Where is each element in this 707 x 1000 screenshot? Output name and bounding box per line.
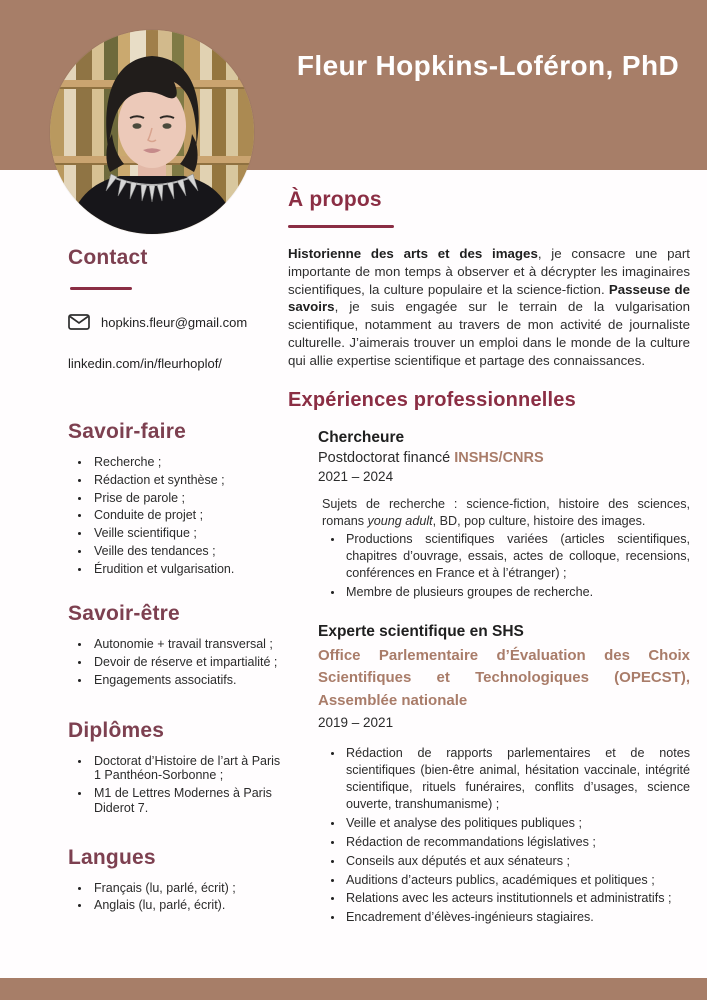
savoir-etre-section	[68, 602, 286, 687]
savoir-etre-heading: Savoir-être	[68, 602, 180, 626]
contact-section	[68, 246, 286, 371]
savoir-faire-section	[68, 420, 286, 576]
experiences-section	[288, 389, 690, 927]
job-subtitle	[318, 450, 690, 466]
job-chercheure	[318, 429, 690, 601]
list-item: • Productions scientifiques variées (articles scientifiques, chapitres d’ouvrage, essais, actes de colloque, recensions, conférences en France et à l’étranger) ;	[344, 531, 690, 582]
list-item: • Rédaction de rapports parlementaires et de notes scientifiques (bien-être animal, hésitation vaccinale, intégrité scientifique, rituels funéraires, conflits d’usages, science ouverte, transhumanisme) ;	[344, 745, 690, 813]
linkedin-url[interactable]: linkedin.com/in/fleurhoplof/	[68, 356, 222, 371]
portrait-illustration	[50, 30, 254, 234]
job-experte-shs	[318, 623, 690, 926]
job-summary	[322, 496, 690, 530]
diplomes-heading: Diplômes	[68, 718, 165, 742]
list-item: • Membre de plusieurs groupes de recherche.	[344, 584, 690, 601]
langues-section	[68, 846, 286, 914]
apropos-heading: À propos	[288, 188, 382, 211]
email-icon	[68, 314, 90, 330]
page-title: Fleur Hopkins-Loféron, PhD	[296, 50, 680, 81]
job-subtitle-plain: Postdoctorat financé	[318, 449, 455, 466]
list-item: • Veille scientifique ;	[91, 526, 286, 541]
list-item: • Conduite de projet ;	[91, 508, 286, 523]
job-summary-italic: young adult	[367, 513, 433, 528]
list-item: • Devoir de réserve et impartialité ;	[91, 655, 286, 670]
list-item: • Érudition et vulgarisation.	[91, 562, 286, 577]
list-item: • Autonomie + travail transversal ;	[91, 637, 286, 652]
job-dates: 2019 – 2021	[318, 715, 394, 731]
apropos-section	[288, 188, 690, 370]
job-summary-post: , BD, pop culture, histoire des images.	[432, 513, 646, 528]
list-item: • Prise de parole ;	[91, 491, 286, 506]
profile-photo	[50, 30, 254, 234]
about-second-bold: Passeuse de savoirs	[288, 281, 690, 315]
eye-left	[133, 123, 142, 129]
job-title: Experte scientifique en SHS	[318, 622, 524, 640]
about-paragraph	[288, 245, 690, 370]
list-item: • Encadrement d’élèves-ingénieurs stagiaires.	[344, 909, 690, 926]
job-subtitle-org: INSHS/CNRS	[454, 449, 544, 466]
job-bullet-list	[318, 531, 690, 601]
list-item: • Engagements associatifs.	[91, 673, 286, 688]
eye-right	[163, 123, 172, 129]
savoir-faire-list	[68, 455, 286, 576]
list-item: • Relations avec les acteurs institutionnels et administratifs ;	[344, 890, 690, 907]
list-item: • Anglais (lu, parlé, écrit).	[91, 898, 286, 913]
experiences-heading: Expériences professionnelles	[288, 388, 576, 411]
contact-underline	[70, 287, 132, 290]
main-column	[288, 188, 690, 928]
job-summary-pre: Sujets de recherche : science-fiction, histoire des sciences, romans	[322, 496, 690, 528]
list-item: • Conseils aux députés et aux sénateurs ;	[344, 853, 690, 870]
list-item: • Veille des tendances ;	[91, 544, 286, 559]
about-lead-rest: , je consacre une part importante de mon temps à observer et à décrypter les imaginaires scientifiques, la culture populaire et la science-fiction.	[288, 246, 691, 297]
about-lead-bold: Historienne des arts et des images	[288, 246, 538, 261]
diplomes-list	[68, 754, 286, 816]
email-row	[68, 314, 286, 330]
job-bullet-list	[318, 745, 690, 926]
savoir-faire-heading: Savoir-faire	[68, 420, 186, 443]
sidebar	[68, 246, 286, 916]
job-organization: Office Parlementaire d’Évaluation des Choix Scientifiques et Technologiques (OPECST), Assemblée nationale	[318, 646, 690, 709]
email-address[interactable]: hopkins.fleur@gmail.com	[101, 314, 248, 330]
diplomes-section	[68, 719, 286, 816]
about-second-rest: , je suis engagée sur le terrain de la vulgarisation scientifique, notamment au travers de mon activité de journaliste culturelle. J’aimerais trouver un emploi dans le monde de la culture qui allie expertise scientifique et partage des connaissances.	[288, 299, 690, 368]
apropos-underline	[288, 225, 394, 228]
list-item: • M1 de Lettres Modernes à Paris Diderot 7.	[91, 786, 286, 816]
list-item: • Doctorat d’Histoire de l’art à Paris 1 Panthéon-Sorbonne ;	[91, 754, 286, 784]
list-item: • Rédaction de recommandations législatives ;	[344, 834, 690, 851]
job-title: Chercheure	[318, 428, 405, 446]
list-item: • Recherche ;	[91, 455, 286, 470]
savoir-etre-list	[68, 637, 286, 687]
contact-heading: Contact	[68, 246, 148, 269]
list-item: • Français (lu, parlé, écrit) ;	[91, 881, 286, 896]
job-dates: 2021 – 2024	[318, 468, 394, 484]
list-item: • Veille et analyse des politiques publiques ;	[344, 815, 690, 832]
list-item: • Rédaction et synthèse ;	[91, 473, 286, 488]
list-item: • Auditions d’acteurs publics, académiques et politiques ;	[344, 872, 690, 889]
footer-band	[0, 978, 707, 1000]
langues-heading: Langues	[68, 845, 156, 869]
langues-list	[68, 881, 286, 914]
